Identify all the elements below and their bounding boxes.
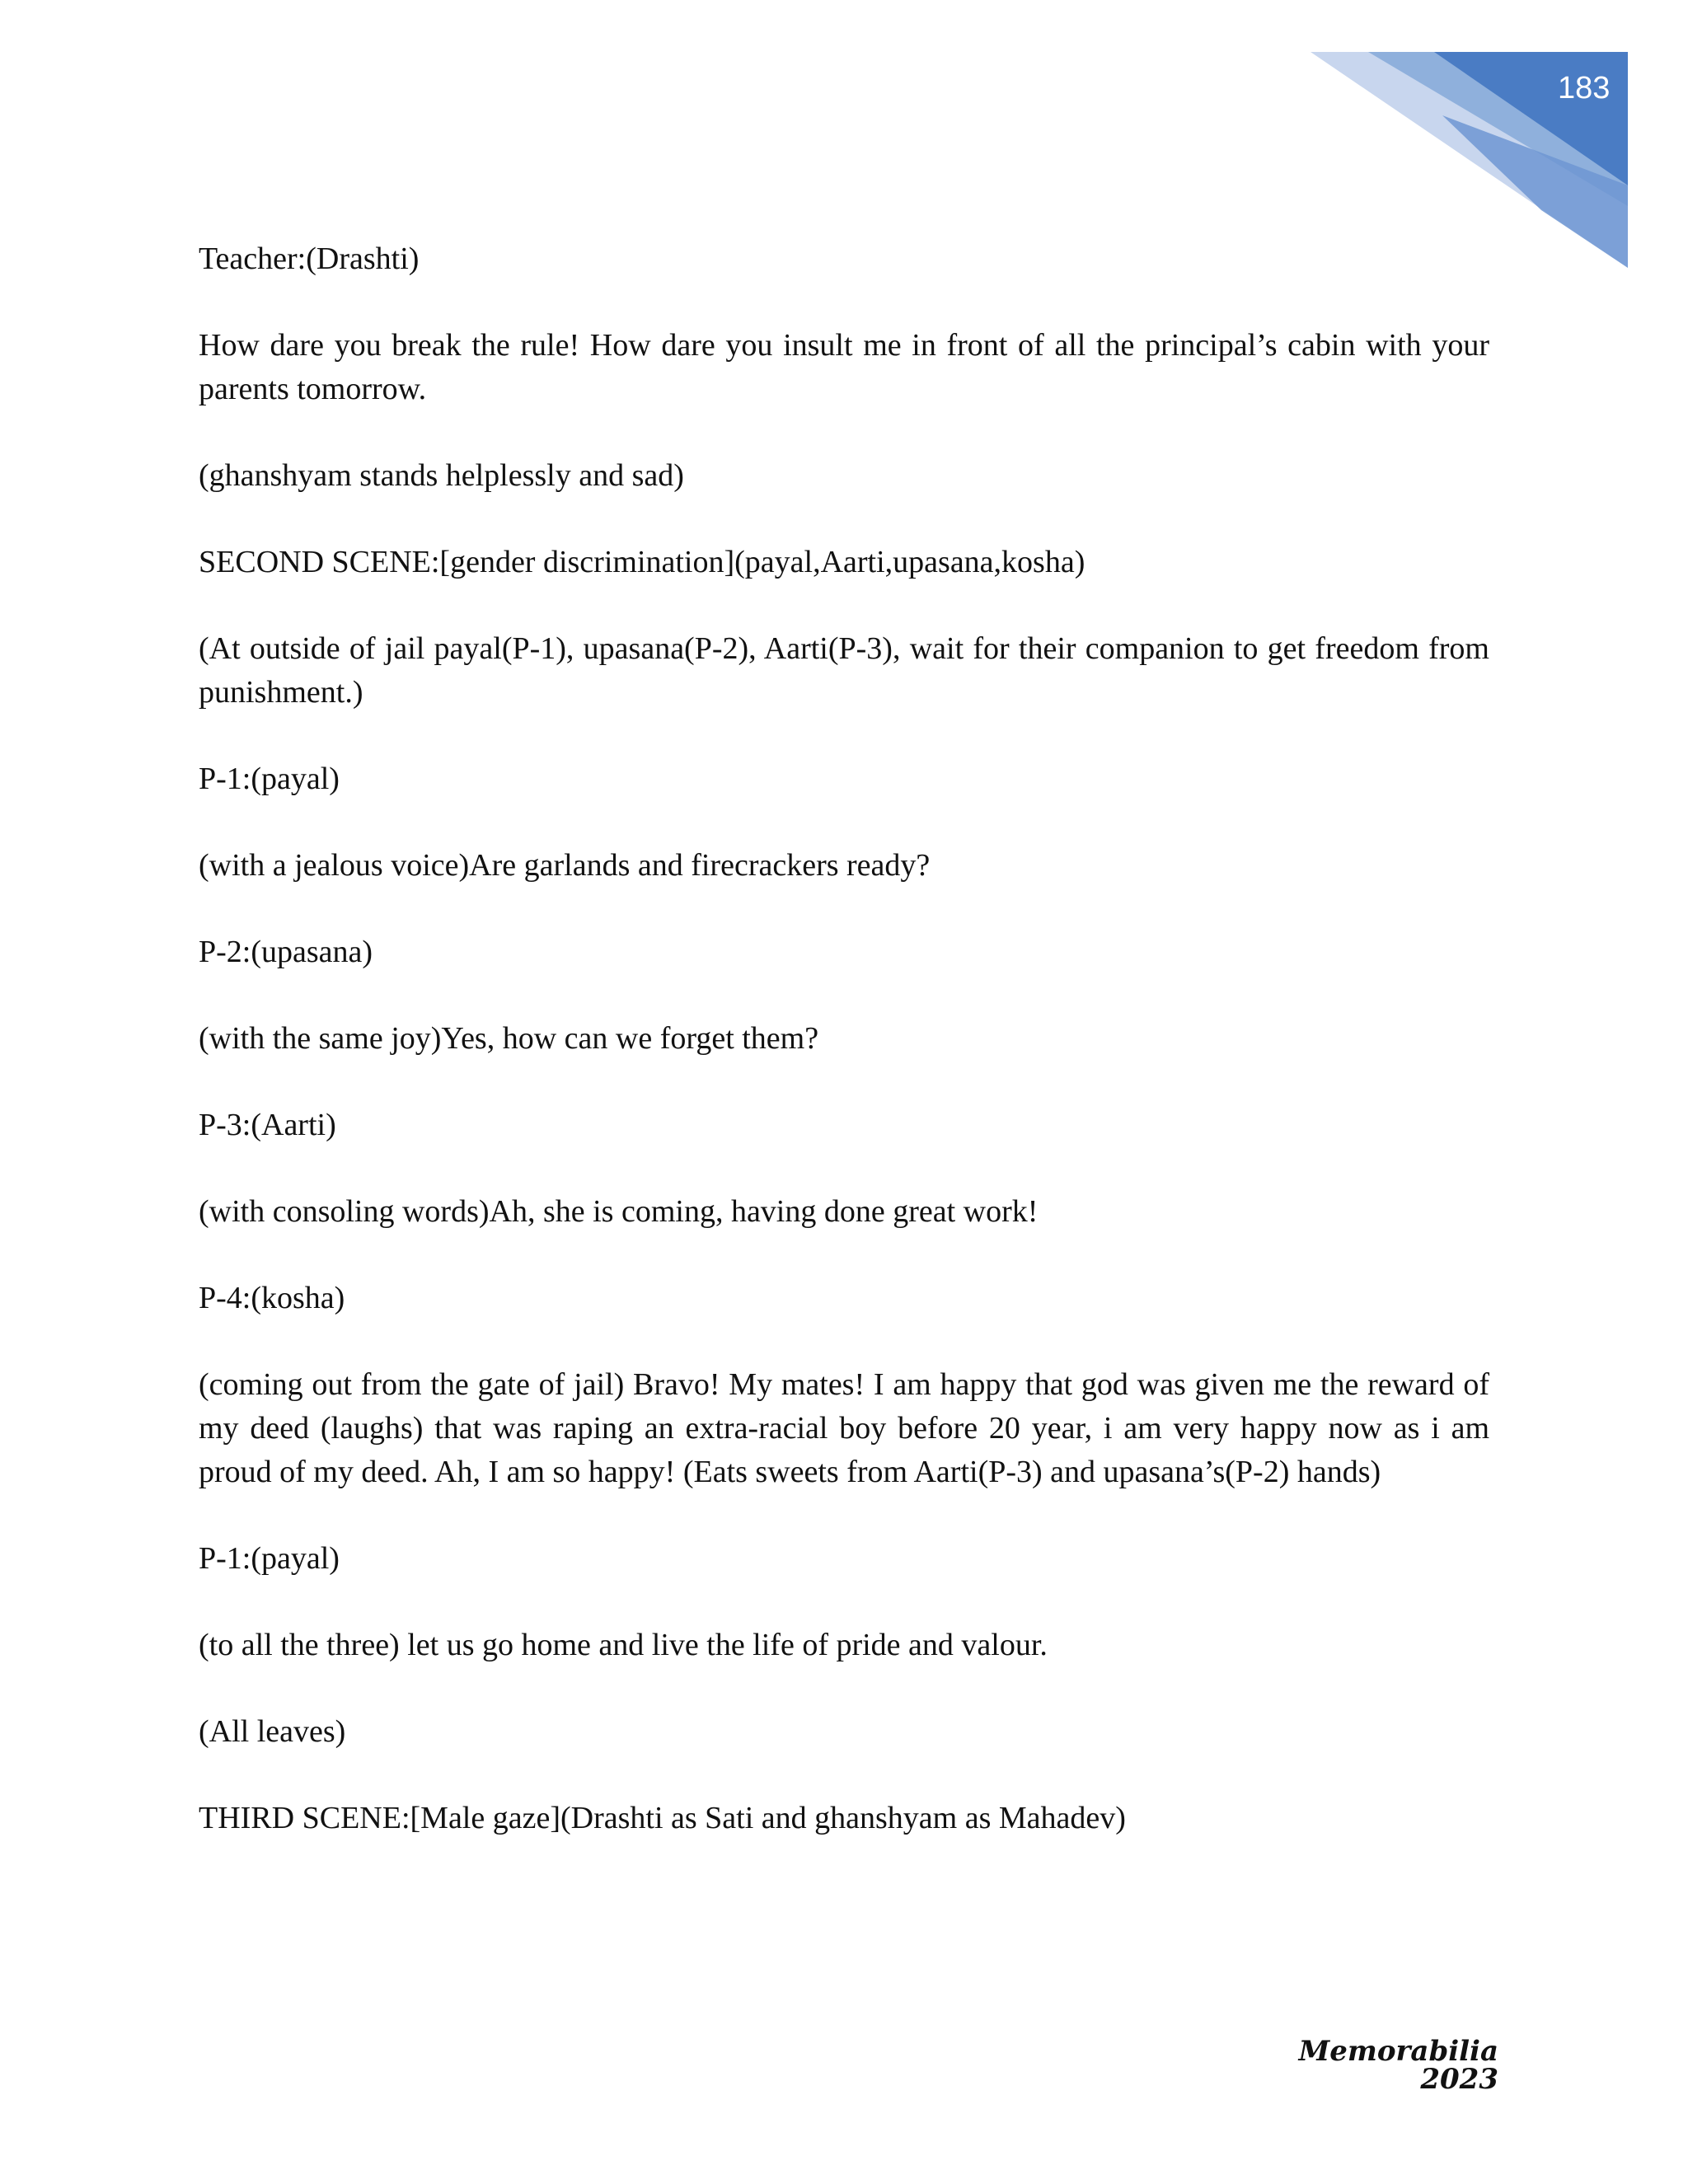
scene-heading-second: SECOND SCENE:[gender discrimination](payal,Aarti,upasana,kosha)	[199, 545, 1085, 579]
document-body	[199, 237, 1489, 1883]
speaker-p4: P-4:(kosha)	[199, 1281, 345, 1315]
speaker-teacher: Teacher:(Drashti)	[199, 241, 420, 276]
stage-direction: (All leaves)	[199, 1714, 346, 1749]
dialogue-p1: (with a jealous voice)Are garlands and firecrackers ready?	[199, 848, 931, 883]
scene-heading-third: THIRD SCENE:[Male gaze](Drashti as Sati and ghanshyam as Mahadev)	[199, 1801, 1126, 1835]
dialogue-p4: (coming out from the gate of jail) Bravo! My mates! I am happy that god was given me the reward of my deed (laughs) that was raping an extra-racial boy before 20 year, i am very happy now as i am proud of my deed. Ah, I am so happy! (Eats sweets from Aarti(P-3) and upasana’s(P-2) hands)	[199, 1367, 1489, 1489]
dialogue-teacher: How dare you break the rule! How dare you insult me in front of all the principal’s cabin with your parents tomorrow.	[199, 328, 1489, 406]
speaker-p1: P-1:(payal)	[199, 762, 340, 796]
page-number: 183	[1558, 71, 1611, 105]
dialogue-p1: (to all the three) let us go home and live the life of pride and valour.	[199, 1628, 1048, 1662]
stage-direction: (ghanshyam stands helplessly and sad)	[199, 458, 684, 493]
speaker-p3: P-3:(Aarti)	[199, 1108, 336, 1142]
speaker-p2: P-2:(upasana)	[199, 935, 373, 969]
footer-title: Memorabilia 2023	[1298, 2035, 1498, 2096]
speaker-p1: P-1:(payal)	[199, 1541, 340, 1576]
dialogue-p3: (with consoling words)Ah, she is coming, having done great work!	[199, 1194, 1039, 1229]
dialogue-p2: (with the same joy)Yes, how can we forget them?	[199, 1021, 819, 1056]
stage-direction: (At outside of jail payal(P-1), upasana(P-2), Aarti(P-3), wait for their companion to get freedom from punishment.)	[199, 631, 1489, 710]
